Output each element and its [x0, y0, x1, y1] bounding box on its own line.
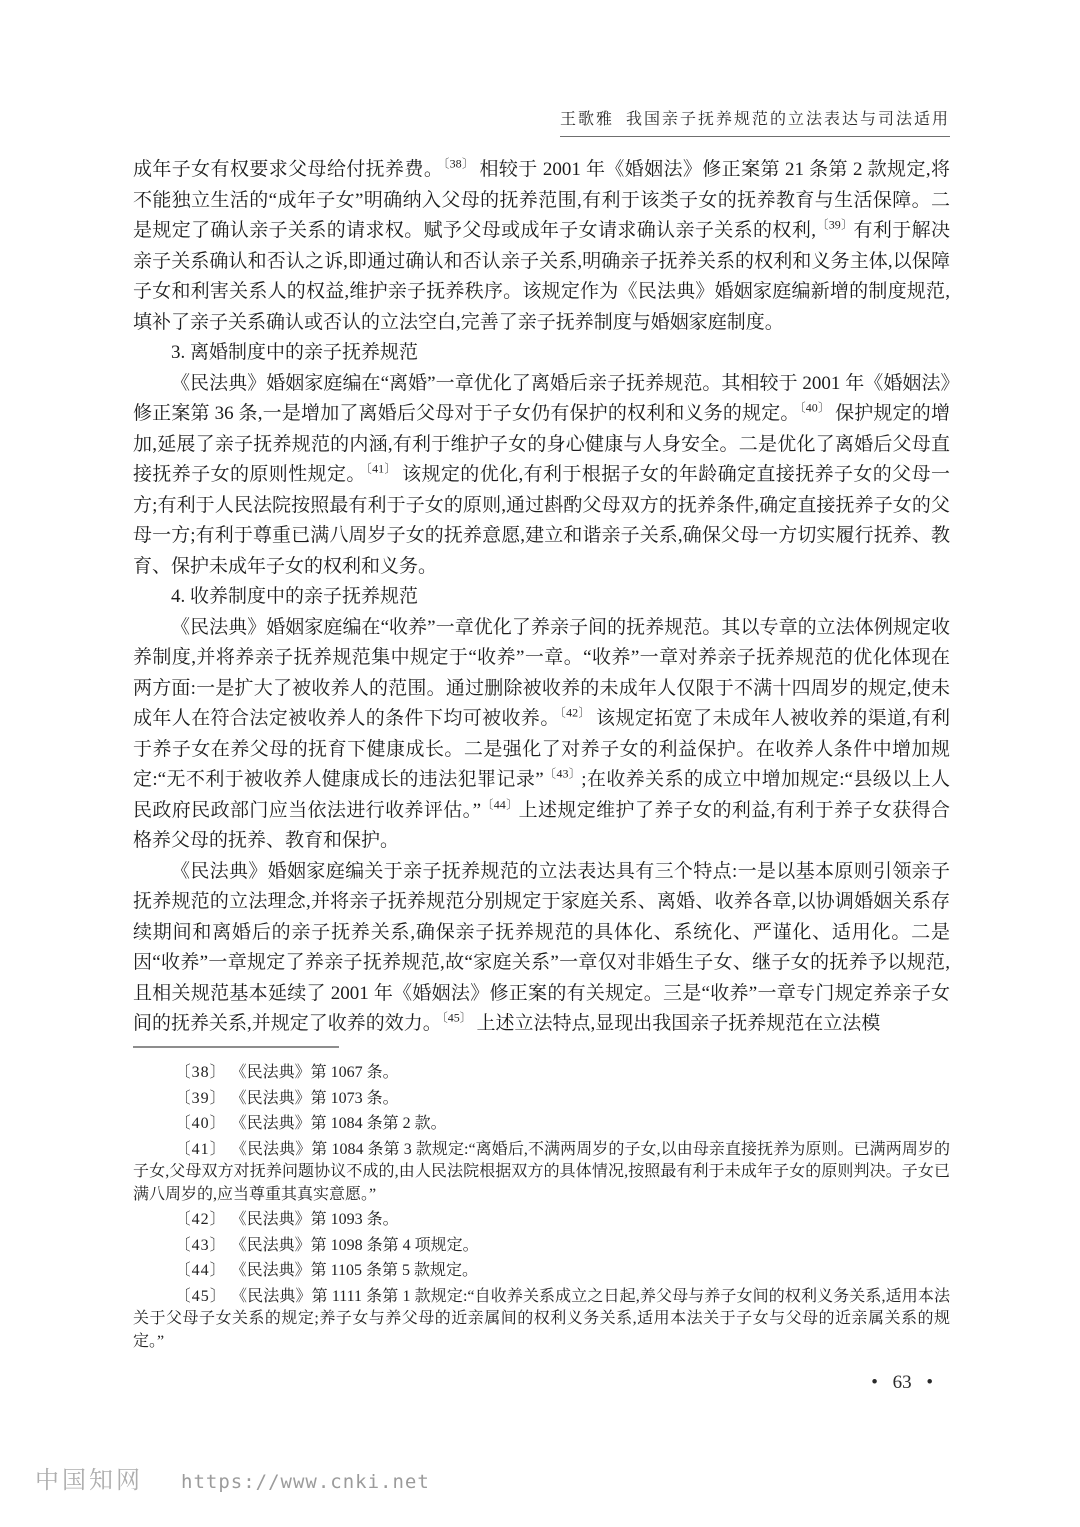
cnki-logo-text: 中国知网: [35, 1468, 143, 1494]
body-paragraph: 《民法典》婚姻家庭编在“收养”一章优化了养亲子间的抚养规范。其以专章的立法体例规定收养制度,并将养亲子抚养规范集中规定于“收养”一章。“收养”一章对养亲子抚养规范的优化体现在两方面:一是扩大了被收养人的范围。通过删除被收养的未成年人仅限于不满十四周岁的规定,使未成年人在符合法定被收养人的条件下均可被收养。$^{〔42〕}$ 该规定拓宽了未成年人被收养的渠道,有利于养子女在养父母的抚育下健康成长。二是强化了对养子女的利益保护。在收养人条件中增加规定:“无不利于被收养人健康成长的违法犯罪记录”$^{〔43〕}$;在收养关系的成立中增加规定:“县级以上人民政府民政部门应当依法进行收养评估。”$^{〔44〕}$上述规定维护了养子女的利益,有利于养子女获得合格养父母的抚养、教育和保护。: [133, 616, 950, 851]
footnote-ref: 〔42〕: [559, 705, 591, 720]
footnote-label: 〔42〕: [174, 1211, 227, 1228]
page-number: • 63 •: [871, 1372, 933, 1393]
running-head: [560, 106, 950, 137]
footnote-ref: 〔45〕: [441, 1010, 472, 1025]
footnote-ref: 〔44〕: [481, 797, 519, 812]
footnote-item: 〔40〕 《民法典》第 1084 条第 2 款。: [174, 1115, 447, 1132]
footnote-label: 〔41〕: [174, 1140, 227, 1158]
footnote-label: 〔38〕: [174, 1064, 227, 1081]
footnote-label: 〔45〕: [174, 1287, 227, 1305]
body-paragraph: 成年子女有权要求父母给付抚养费。$^{〔38〕}$ 相较于 2001 年《婚姻法》修正案第 21 条第 2 款规定,将不能独立生活的“成年子女”明确纳入父母的抚养范围,有利于该类子女的抚养教育与生活保障。二是规定了确认亲子关系的请求权。赋予父母或成年子女请求确认亲子关系的权利,$^{〔39〕}$有利于解决亲子关系确认和否认之诉,即通过确认和否认亲子关系,明确亲子抚养关系的权利和义务主体,以保障子女和利害关系人的权益,维护亲子抚养秩序。该规定作为《民法典》婚姻家庭编新增的制度规范,填补了亲子关系确认或否认的立法空白,完善了亲子抚养制度与婚姻家庭制度。: [133, 156, 950, 333]
section-heading: 4. 收养制度中的亲子抚养规范: [171, 586, 419, 607]
article-body: [133, 155, 950, 1040]
footnote-item: 〔43〕 《民法典》第 1098 条第 4 项规定。: [174, 1236, 479, 1254]
paper-title: 我国亲子抚养规范的立法表达与司法适用: [625, 111, 950, 128]
author-name: 王歌雅: [559, 111, 614, 128]
footnote-item: 〔45〕 《民法典》第 1111 条第 1 款规定:“自收养关系成立之日起,养父母与养子女间的权利义务关系,适用本法关于父母子女关系的规定;养子女与养父母的近亲属间的权利义务关系,适用本法关于子女与父母的近亲属关系的规定。”: [133, 1287, 950, 1350]
footnote-label: 〔39〕: [174, 1089, 227, 1107]
footnote-item: 〔41〕 《民法典》第 1084 条第 3 款规定:“离婚后,不满两周岁的子女,以由母亲直接抚养为原则。已满两周岁的子女,父母双方对抚养问题协议不成的,由人民法院根据双方的具体情况,按照最有利于未成年子女的原则判决。子女已满八周岁的,应当尊重其真实意愿。”: [133, 1140, 950, 1203]
footnote-divider: [133, 1046, 339, 1048]
page-header: [133, 106, 950, 137]
body-paragraph: 《民法典》婚姻家庭编在“离婚”一章优化了离婚后亲子抚养规范。其相较于 2001 年《婚姻法》修正案第 36 条,一是增加了离婚后父母对于子女仍有保护的权利和义务的规定。$^{〔40〕}$ 保护规定的增加,延展了亲子抚养规范的内涵,有利于维护子女的身心健康与人身安全。二是优化了离婚后父母直接抚养子女的原则性规定。$^{〔41〕}$ 该规定的优化,有利于根据子女的年龄确定直接抚养子女的父母一方;有利于人民法院按照最有利于子女的原则,通过斟酌父母双方的抚养条件,确定直接抚养子女的父母一方;有利于尊重已满八周岁子女的抚养意愿,建立和谐亲子关系,确保父母一方切实履行抚养、教育、保护未成年子女的权利和义务。: [133, 372, 950, 577]
footnote-item: 〔39〕 《民法典》第 1073 条。: [174, 1089, 399, 1107]
footnote-ref: 〔43〕: [543, 766, 582, 781]
footnote-label: 〔44〕: [174, 1262, 227, 1279]
section-heading: 3. 离婚制度中的亲子抚养规范: [171, 342, 419, 363]
footnote-ref: 〔38〕: [443, 156, 475, 171]
cnki-url: https://www.cnki.net: [181, 1471, 430, 1493]
footnote-item: 〔38〕 《民法典》第 1067 条。: [174, 1064, 399, 1081]
watermark: [35, 1460, 430, 1495]
footnote-ref: 〔40〕: [799, 400, 831, 415]
footnote-label: 〔40〕: [174, 1115, 227, 1132]
footnote-item: 〔44〕 《民法典》第 1105 条第 5 款规定。: [174, 1262, 479, 1279]
body-paragraph: 《民法典》婚姻家庭编关于亲子抚养规范的立法表达具有三个特点:一是以基本原则引领亲子抚养规范的立法理念,并将亲子抚养规范分别规定于家庭关系、离婚、收养各章,以协调婚姻关系存续期间和离婚后的亲子抚养关系,确保亲子抚养规范的具体化、系统化、严谨化、适用化。二是因“收养”一章规定了养亲子抚养规范,故“家庭关系”一章仅对非婚生子女、继子女的抚养予以规范,且相关规范基本延续了 2001 年《婚姻法》修正案的有关规定。三是“收养”一章专门规定养亲子女间的抚养关系,并规定了收养的效力。$^{〔45〕}$ 上述立法特点,显现出我国亲子抚养规范在立法模: [133, 860, 950, 1034]
footnote-item: 〔42〕 《民法典》第 1093 条。: [174, 1211, 399, 1228]
footnote-ref: 〔41〕: [365, 461, 397, 476]
footnotes-section: [133, 1062, 950, 1356]
footnote-label: 〔43〕: [174, 1236, 227, 1254]
footnote-ref: 〔39〕: [815, 217, 854, 232]
